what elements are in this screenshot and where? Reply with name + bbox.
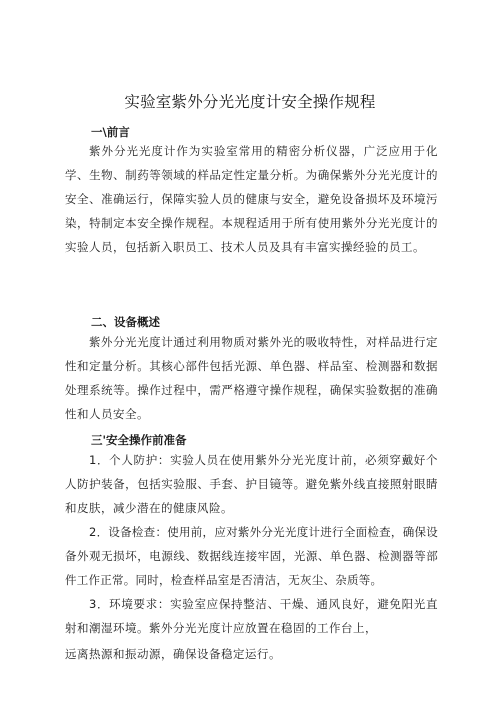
- preface-paragraph: 紫外分光光度计作为实验室常用的精密分析仪器，广泛应用于化学、生物、制药等领域的样品定性定量分析。为确保紫外分光光度计的安全、准确运行，保障实验人员的健康与安全，避免设备损坏及环境污染，特制定本安全操作规程。本规程适用于所有使用紫外分光光度计的实验人员，包括新入职员工、技术人员及具有丰富实操经验的员工。: [65, 144, 438, 254]
- preparation-item-2: 2．设备检查：使用前，应对紫外分光光度计进行全面检查，确保设备外观无损坏，电源线、数据线连接牢固，光源、单色器、检测器等部件工作正常。同时，检查样品室是否清洁，无灰尘、杂质等。: [65, 525, 438, 587]
- section-heading-overview: 二、设备概述: [91, 315, 160, 329]
- preparation-item-3: 3．环境要求：实验室应保持整洁、干燥、通风良好，避免阳光直射和潮湿环境。紫外分光光度计应放置在稳固的工作台上，: [65, 597, 438, 635]
- overview-paragraph: 紫外分光光度计通过利用物质对紫外光的吸收特性，对样品进行定性和定量分析。其核心部件包括光源、单色器、样品室、检测器和数据处理系统等。操作过程中，需严格遵守操作规程，确保实验数据的准确性和人员安全。: [65, 335, 438, 421]
- document-title: 实验室紫外分光光度计安全操作规程: [124, 93, 376, 111]
- preparation-item-1: 1．个人防护：实验人员在使用紫外分光光度计前，必须穿戴好个人防护装备，包括实验服、手套、护目镜等。避免紫外线直接照射眼睛和皮肤，减少潜在的健康风险。: [65, 453, 438, 515]
- section-heading-preparation: 三'安全操作前准备: [91, 433, 187, 447]
- preparation-item-3-continuation: 远离热源和振动源，确保设备稳定运行。: [65, 647, 281, 661]
- section-heading-preface: 一\前言: [91, 125, 130, 139]
